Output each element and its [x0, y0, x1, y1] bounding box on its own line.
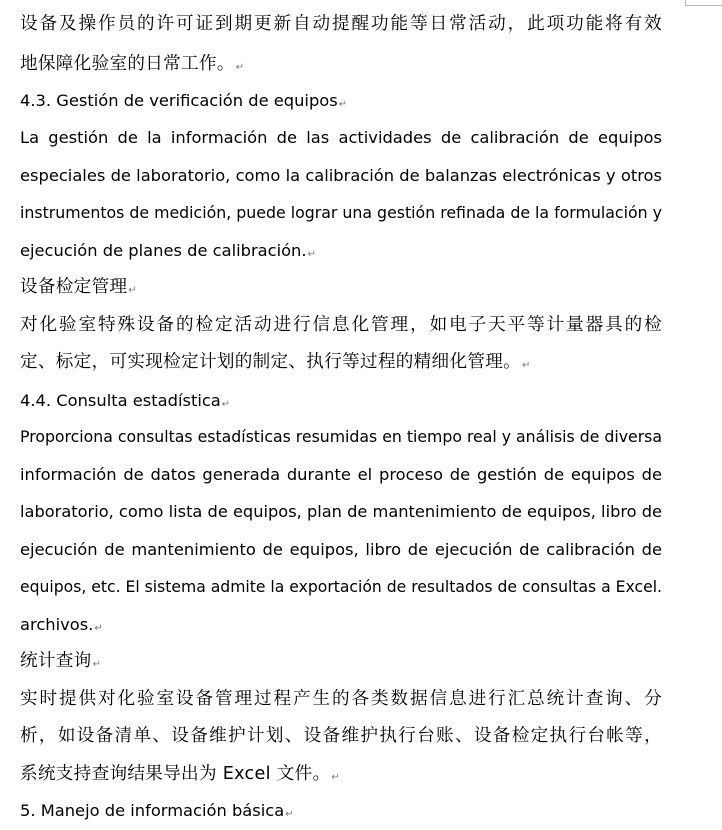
line-text: ejecución de planes de calibración. [20, 241, 307, 260]
paragraph-mark-icon: ↵ [331, 772, 341, 783]
line-text: 析，如设备清单、设备维护计划、设备维护执行台账、设备检定执行台帐等， [20, 726, 662, 746]
line-text: 设备检定管理 [20, 277, 128, 297]
line-text: 系统支持查询结果导出为 Excel 文件。 [20, 764, 331, 784]
section-heading-verification [20, 272, 662, 302]
line-text: 定、标定，可实现检定计划的制定、执行等过程的精细化管理。 [20, 352, 522, 372]
paragraph-line [20, 123, 662, 153]
paragraph-line [20, 161, 662, 191]
section-heading-statistics [20, 646, 662, 676]
paragraph-line [20, 422, 662, 452]
paragraph-line [20, 460, 662, 490]
line-text: información de datos generada durante el proceso de gestión de equipos de [20, 465, 662, 484]
paragraph-mark-icon: ↵ [128, 285, 138, 296]
paragraph-mark-icon: ↵ [338, 99, 348, 110]
paragraph-line [20, 497, 662, 527]
line-text: laboratorio, como lista de equipos, plan de mantenimiento de equipos, libro de [20, 502, 663, 521]
paragraph-line [20, 9, 662, 39]
paragraph-mark-icon: ↵ [285, 809, 294, 820]
line-text: 4.4. Consulta estadística [20, 391, 221, 410]
line-text: equipos, etc. El sistema admite la exportación de resultados de consultas a Excel. [20, 577, 663, 596]
paragraph-line [20, 310, 662, 340]
line-text: 设备及操作员的许可证到期更新自动提醒功能等日常活动，此项功能将有效 [20, 14, 662, 34]
line-text: 5. Manejo de información básica [20, 801, 285, 820]
paragraph-line [20, 610, 662, 640]
line-text: ejecución de mantenimiento de equipos, libro de ejecución de calibración de [20, 540, 662, 559]
section-heading-5 [20, 796, 662, 826]
section-heading-4-4 [20, 386, 662, 416]
line-text: 对化验室特殊设备的检定活动进行信息化管理，如电子天平等计量器具的检 [20, 315, 662, 335]
paragraph-line [20, 198, 662, 228]
paragraph-mark-icon: ↵ [307, 249, 316, 260]
paragraph-line [20, 49, 662, 79]
paragraph-mark-icon: ↵ [94, 623, 103, 634]
paragraph-line [20, 347, 662, 377]
line-text: especiales de laboratorio, como la calibración de balanzas electrónicas y otros [20, 166, 662, 185]
line-text: 实时提供对化验室设备管理过程产生的各类数据信息进行汇总统计查询、分 [20, 689, 662, 709]
paragraph-line [20, 684, 662, 714]
line-text: 4.3. Gestión de verificación de equipos [20, 91, 338, 110]
paragraph-line [20, 759, 662, 789]
paragraph-line [20, 535, 662, 565]
paragraph-mark-icon: ↵ [221, 399, 231, 410]
paragraph-mark-icon: ↵ [92, 659, 102, 670]
paragraph-mark-icon: ↵ [522, 360, 531, 371]
page-corner-mark [685, 0, 722, 6]
line-text: 统计查询 [20, 651, 92, 671]
line-text: Proporciona consultas estadísticas resumidas en tiempo real y análisis de diversa [20, 427, 662, 446]
line-text: La gestión de la información de las actividades de calibración de equipos [20, 128, 662, 147]
paragraph-mark-icon: ↵ [235, 62, 245, 73]
line-text: instrumentos de medición, puede lograr una gestión refinada de la formulación y [20, 203, 662, 222]
section-heading-4-3 [20, 86, 662, 116]
paragraph-line [20, 236, 662, 266]
line-text: 地保障化验室的日常工作。 [20, 54, 235, 74]
paragraph-line [20, 721, 662, 751]
line-text: archivos. [20, 615, 94, 634]
paragraph-line [20, 572, 662, 602]
